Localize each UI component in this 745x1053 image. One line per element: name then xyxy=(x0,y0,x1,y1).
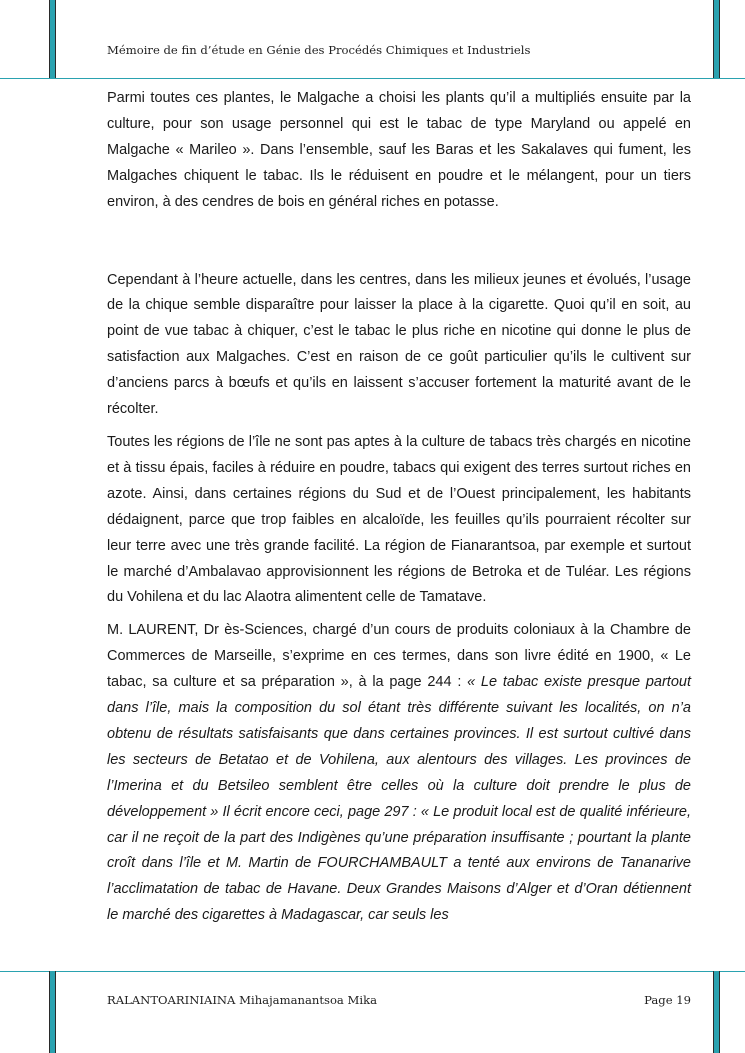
header-bar-right xyxy=(713,0,720,79)
paragraph-2: Cependant à l’heure actuelle, dans les centres, dans les milieux jeunes et évolués, l’usage de la chique semble disparaître pour laisser la place à la cigarette. Quoi qu’il en soit, au point de vue tabac à chiquer, c’est le tabac le plus riche en nicotine qui donne le plus de satisfaction aux Malgaches. C’est en raison de ce goût particulier qu’ils le cultivent sur d’anciens parcs à bœufs et qu’ils en laissent s’accuser fortement la maturité avant de le récolter. xyxy=(107,271,691,418)
header-title: Mémoire de fin d’étude en Génie des Procédés Chimiques et Industriels xyxy=(107,43,531,57)
paragraph-4 xyxy=(107,618,691,929)
footer-bar-left xyxy=(49,971,56,1053)
footer-bar-right xyxy=(713,971,720,1053)
footer-rule xyxy=(0,971,745,972)
paragraph-4-quote: « Le tabac existe presque partout dans l’île, mais la composition du sol étant très différente suivant les localités, on n’a obtenu de résultats satisfaisants que dans certaines provinces. Il est surtout cultivé dans les secteurs de Betatao et de Vohilena, aux alentours des villages. Les provinces de l’Imerina et du Betsileo semblent être celles où la culture doit prendre le plus de développement » Il écrit encore ceci, page 297 : « Le produit local est de qualité inférieure, car il ne reçoit de la part des Indigènes qu’une préparation insuffisante ; pourtant la plante croît dans l’île et M. Martin de FOURCHAMBAULT a tenté aux environs de Tananarive l’acclimatation de tabac de Havane. Deux Grandes Maisons d’Alger et d’Oran détiennent le marché des cigarettes à Madagascar, car seuls les xyxy=(107,674,691,924)
page-content xyxy=(107,86,691,936)
paragraph-3: Toutes les régions de l’île ne sont pas aptes à la culture de tabacs très chargés en nicotine et à tissu épais, faciles à réduire en poudre, tabacs qui exigent des terres surtout riches en azote. Ainsi, dans certaines régions du Sud et de l’Ouest principalement, les habitants dédaignent, parce que trop faibles en alcaloïde, les feuilles qu’ils pourraient récolter sur leur terre avec une très grande facilité. La région de Fianarantsoa, par exemple et surtout le marché d’Ambalavao approvisionnent les régions de Betroka et de Tuléar. Les régions du Vohilena et du lac Alaotra alimentent celle de Tamatave. xyxy=(107,433,691,606)
header-rule xyxy=(0,78,745,79)
paragraph-1: Parmi toutes ces plantes, le Malgache a choisi les plants qu’il a multipliés ensuite par la culture, pour son usage personnel qui est le tabac de type Maryland ou appelé en Malgache « Marileo ». Dans l’ensemble, sauf les Baras et les Sakalaves qui fument, les Malgaches chiquent le tabac. Ils le réduisent en poudre et le mélangent, pour un tiers environ, à des cendres de bois en général riches en potasse. xyxy=(107,90,691,210)
footer-author: RALANTOARINIAINA Mihajamanantsoa Mika xyxy=(107,993,378,1007)
paragraph-4-normal: M. LAURENT, Dr ès-Sciences, chargé d’un cours de produits coloniaux à la Chambre de Commerces de Marseille, s’exprime en ces termes, dans son livre édité en 1900, « Le tabac, sa culture et sa préparation », à la page 244 : xyxy=(107,622,691,691)
page-number: Page 19 xyxy=(644,993,691,1007)
header-bar-left xyxy=(49,0,56,79)
